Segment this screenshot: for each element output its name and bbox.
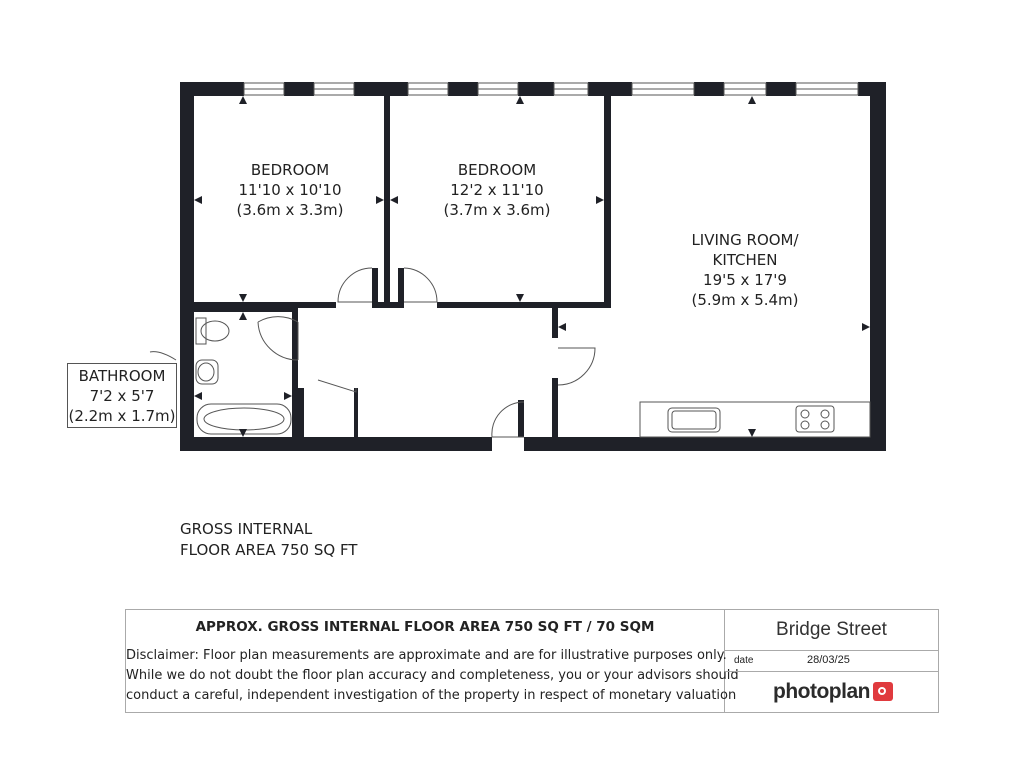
- wall-top-seg: [766, 82, 796, 96]
- date-value: 28/03/25: [807, 654, 850, 666]
- wall-top-seg: [354, 82, 408, 96]
- wall-top-seg: [694, 82, 724, 96]
- toilet-bowl: [201, 321, 229, 341]
- room-label-living: [655, 230, 835, 310]
- wall-top-seg: [284, 82, 314, 96]
- disclaimer: [126, 646, 739, 706]
- wall-top-seg: [180, 82, 244, 96]
- arrow: [558, 323, 566, 331]
- arrow: [390, 196, 398, 204]
- disclaimer-line: Disclaimer: Floor plan measurements are approximate and are for illustrative purposes only.: [126, 648, 727, 663]
- doors: [258, 268, 595, 437]
- wall-left: [180, 82, 194, 451]
- wall-living-left: [552, 378, 558, 437]
- wall-entrance-jamb: [518, 400, 524, 437]
- room-name: LIVING ROOM/: [691, 231, 799, 249]
- bathroom-callout-line: [150, 352, 176, 360]
- room-size-metric: (5.9m x 5.4m): [691, 291, 799, 309]
- basin: [196, 360, 218, 384]
- room-size-imperial: 12'2 x 11'10: [450, 181, 544, 199]
- door-bedroom2: [404, 268, 437, 302]
- gross-area-line1: GROSS INTERNAL: [180, 520, 313, 538]
- arrow: [239, 96, 247, 104]
- interior-walls: [194, 96, 611, 437]
- wall-door-jamb: [372, 268, 378, 308]
- wall-living-left: [552, 308, 558, 338]
- room-size-imperial: 11'10 x 10'10: [238, 181, 342, 199]
- bathtub-inner: [204, 408, 284, 430]
- room-name: BEDROOM: [250, 161, 330, 179]
- wall-top-seg: [858, 82, 886, 96]
- property-address: Bridge Street: [725, 610, 938, 651]
- kitchen-sink: [668, 408, 720, 432]
- wall-top-seg: [588, 82, 632, 96]
- wall-cupboard: [354, 388, 358, 437]
- gross-area-line2: FLOOR AREA 750 SQ FT: [180, 541, 358, 559]
- wall-top-seg: [518, 82, 554, 96]
- room-label-bedroom2: [407, 160, 587, 220]
- brand-logo: [725, 672, 938, 712]
- title-block: [125, 609, 939, 713]
- wall-bottom-left: [180, 437, 492, 451]
- arrow: [596, 196, 604, 204]
- wall-cupboard: [298, 388, 304, 437]
- room-size-imperial: 19'5 x 17'9: [703, 271, 787, 289]
- date-label: date: [734, 655, 754, 666]
- gross-area-note: [180, 519, 357, 561]
- hob: [796, 406, 834, 432]
- title-block-meta: [725, 610, 938, 712]
- door-bedroom1: [338, 268, 372, 302]
- room-size-metric: (3.7m x 3.6m): [443, 201, 551, 219]
- kitchen-sink-bowl: [672, 411, 716, 429]
- door-cupboard: [318, 380, 356, 392]
- fixtures: [150, 318, 870, 437]
- arrow: [239, 294, 247, 302]
- disclaimer-line: While we do not doubt the floor plan accuracy and completeness, you or your advisors should: [126, 668, 739, 683]
- room-name: BEDROOM: [457, 161, 537, 179]
- basin-bowl: [198, 363, 214, 381]
- room-label-bedroom1: [200, 160, 380, 220]
- wall-top-seg: [448, 82, 478, 96]
- camera-icon: [873, 682, 893, 701]
- title-block-info: [126, 610, 739, 712]
- wall-bedroom2-right: [604, 96, 611, 308]
- room-label-bathroom: [67, 366, 177, 426]
- wall-door-jamb: [398, 268, 404, 308]
- wall-bathroom-right: [292, 308, 298, 437]
- date-row: [725, 651, 938, 672]
- arrow: [284, 392, 292, 400]
- disclaimer-line: conduct a careful, independent investigation of the property in respect of monetary valuation: [126, 688, 737, 703]
- brand-name: photoplan: [773, 680, 870, 703]
- wall-bottom-right: [524, 437, 886, 451]
- wall-right: [870, 82, 886, 451]
- room-size-imperial: 7'2 x 5'7: [89, 387, 155, 405]
- wall-bedrooms-bottom: [194, 302, 336, 308]
- floor-area-heading: APPROX. GROSS INTERNAL FLOOR AREA 750 SQ FT / 70 SQM: [195, 619, 655, 635]
- arrow: [194, 392, 202, 400]
- arrow: [862, 323, 870, 331]
- arrow: [239, 312, 247, 320]
- door-living: [558, 348, 595, 385]
- arrow: [239, 429, 247, 437]
- room-name-line2: KITCHEN: [712, 251, 778, 269]
- wall-bedrooms-bottom: [437, 302, 611, 308]
- arrow: [748, 429, 756, 437]
- arrow: [516, 96, 524, 104]
- wall-bedrooms-divider: [384, 96, 390, 306]
- room-size-metric: (2.2m x 1.7m): [68, 407, 176, 425]
- room-name: BATHROOM: [78, 367, 166, 385]
- room-size-metric: (3.6m x 3.3m): [236, 201, 344, 219]
- arrow: [748, 96, 756, 104]
- arrow: [516, 294, 524, 302]
- wall-bathroom-top: [194, 308, 298, 312]
